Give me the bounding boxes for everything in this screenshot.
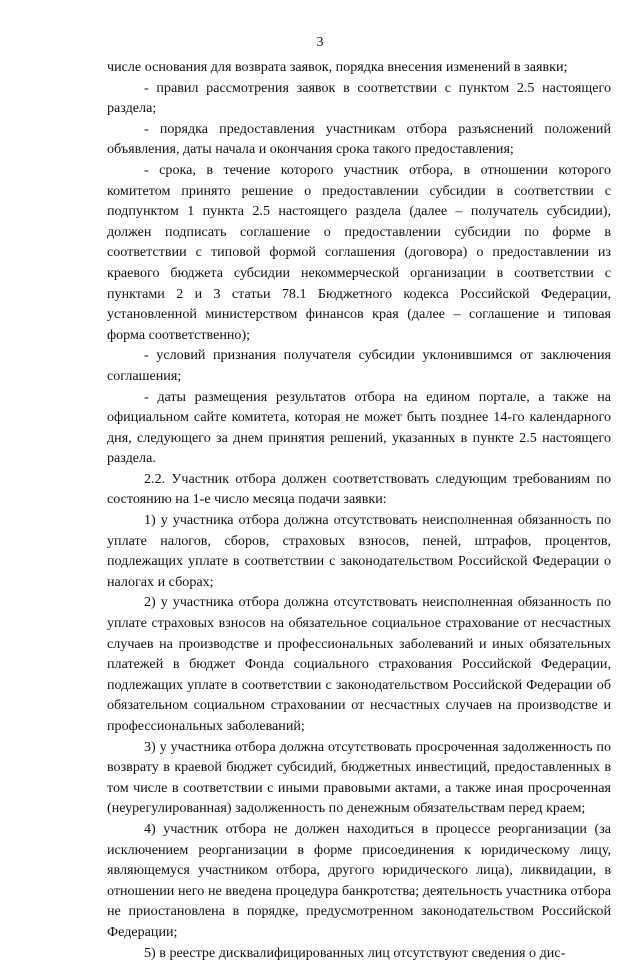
- requirement-5-disqualified-registry: 5) в реестре дисквалифицированных лиц отсутствуют сведения о дис-: [144, 944, 566, 961]
- page-number: 3: [316, 35, 324, 50]
- paragraph-continuation: числе основания для возврата заявок, порядка внесения изменений в заявки;: [107, 59, 568, 75]
- list-item-results-publication: - даты размещения результатов отбора на едином портале, а также на официальном сайте комитета, которая не может быть позднее 14-го календарного дня, следующего за днем принятия решений, указанных в пункте 2.5 настоящего раздела.: [107, 388, 611, 467]
- list-item-agreement-deadline: - срока, в течение которого участник отбора, в отношении которого комитетом принято решение о предоставлении субсидии в соответствии с подпунктом 1 пункта 2.5 настоящего раздела (далее – получатель субсидии), должен подписать соглашение о предоставлении субсидии по форме в соответствии с типовой формой соглашения (договора) о предоставлении из краевого бюджета субсидии некоммерческой организации в соответствии с пунктами 2 и 3 статьи 78.1 Бюджетного кодекса Российской Федерации, установленной министерством финансов края (далее – соглашение и типовая форма соответственно);: [107, 161, 611, 343]
- requirement-1-taxes: 1) у участника отбора должна отсутствовать неисполненная обязанность по уплате налогов, сборов, страховых взносов, пеней, штрафов, процентов, подлежащих уплате в соответствии с законодательством Российской Федерации о налогах и сборах;: [107, 512, 611, 590]
- list-item-clarifications: - порядка предоставления участникам отбора разъяснений положений объявления, даты начала и окончания срока такого предоставления;: [107, 120, 611, 158]
- list-item-evasion-conditions: - условий признания получателя субсидии уклонившимся от заключения соглашения;: [107, 347, 611, 384]
- requirement-2-social-insurance: 2) у участника отбора должна отсутствовать неисполненная обязанность по уплате страховых взносов на обязательное социальное страхование от несчастных случаев на производстве и профессиональных заболеваний и иных обязательных платежей в бюджет Фонда социального страхования Российской Федерации, подлежащих уплате в соответствии с законодательством Российской Федерации об обязательном социальном страховании от несчастных случаев на производстве и профессиональных заболеваний;: [107, 594, 611, 734]
- requirement-3-overdue-debt: 3) у участника отбора должна отсутствовать просроченная задолженность по возврату в краевой бюджет субсидий, бюджетных инвестиций, предоставленных в том числе в соответствии с иными правовыми актами, а также иная просроченная (неурегулированная) задолженность по денежным обязательствам перед краем;: [107, 738, 611, 817]
- list-item-review-rules: - правил рассмотрения заявок в соответствии с пунктом 2.5 настоящего раздела;: [107, 79, 611, 117]
- requirement-4-reorganization: 4) участник отбора не должен находиться в процессе реорганизации (за исключением реорганизации в форме присоединения к юридическому лицу, являющемуся участником отбора, другого юридического лица), ликвидации, в отношении него не введена процедура банкротства; деятельность участника отбора не приостановлена в порядке, предусмотренном законодательством Российской Федерации;: [107, 820, 611, 940]
- document-body: [107, 57, 611, 963]
- section-2-2-requirements: 2.2. Участник отбора должен соответствовать следующим требованиям по состоянию на 1-е число месяца подачи заявки:: [107, 470, 611, 508]
